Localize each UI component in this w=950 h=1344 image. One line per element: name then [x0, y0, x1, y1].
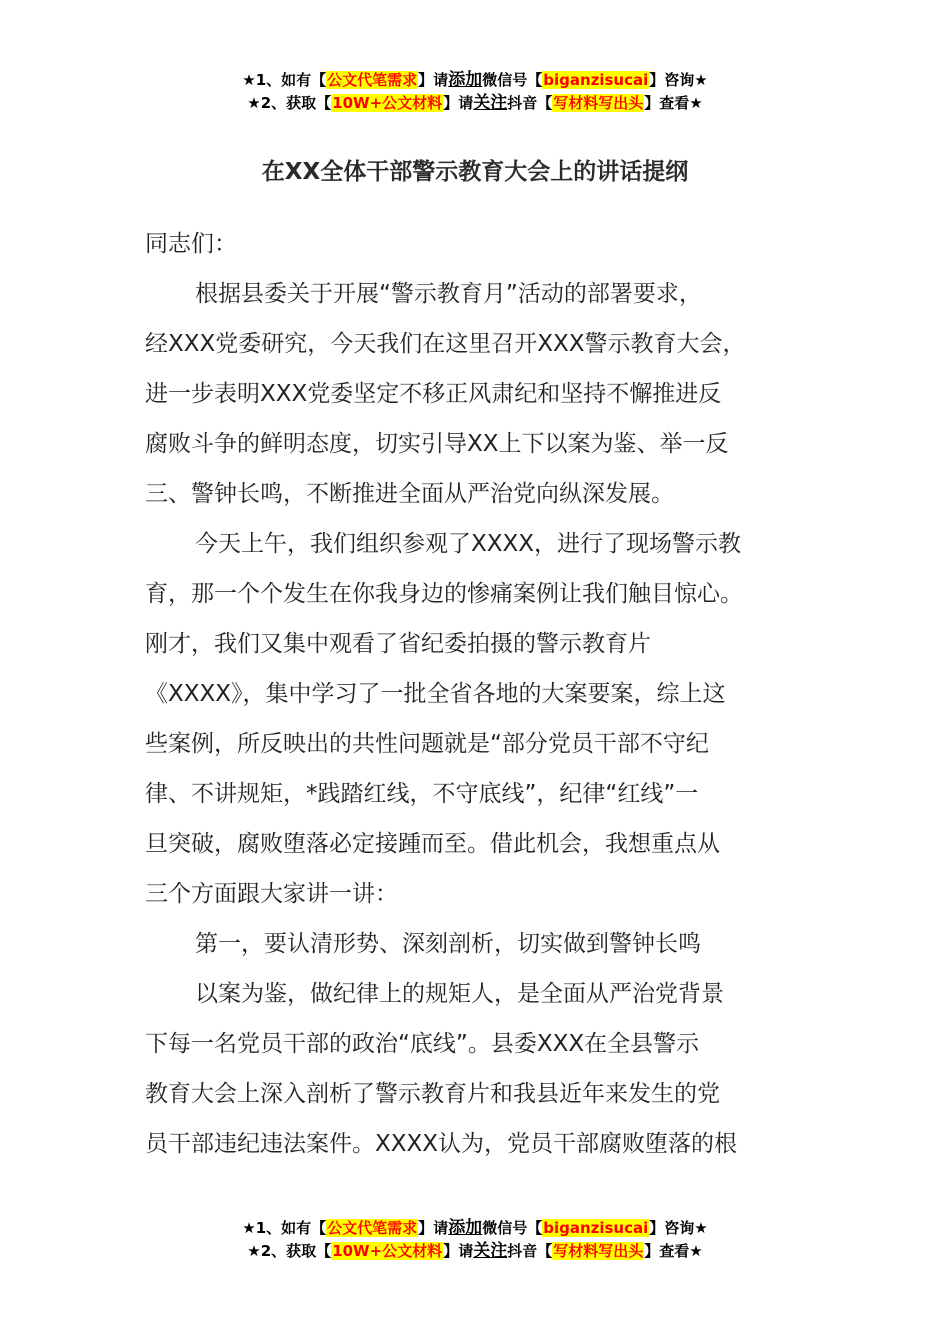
banner-line-1 [0, 69, 950, 92]
banner-text: 】查看★ [644, 1242, 703, 1260]
body-line: 腐败斗争的鲜明态度，切实引导XX上下以案为鉴、举一反 [145, 431, 729, 457]
banner-text: ★2、获取【 [247, 94, 332, 112]
banner-text: 】请 [443, 94, 474, 112]
banner-text: 】请 [418, 1219, 449, 1237]
banner-text: 微信号【 [482, 1219, 543, 1237]
banner-text: 微信号【 [482, 71, 543, 89]
highlight-wechat-id: biganzisucai [543, 1219, 649, 1237]
body-line: 三、警钟长鸣，不断推进全面从严治党向纵深发展。 [145, 481, 674, 507]
highlight-wechat-id: biganzisucai [543, 71, 649, 89]
salutation: 同志们： [145, 231, 237, 257]
highlight-service: 公文代笔需求 [327, 1219, 418, 1237]
emphasis-add: 添加 [448, 1218, 483, 1238]
document-title: 在XX全体干部警示教育大会上的讲话提纲 [261, 159, 689, 185]
banner-text: 】查看★ [644, 94, 703, 112]
banner-line-2 [0, 92, 950, 115]
body-line: 今天上午，我们组织参观了XXXX，进行了现场警示教 [195, 531, 742, 557]
banner-text: 】请 [443, 1242, 474, 1260]
banner-text: 抖音【 [507, 1242, 553, 1260]
banner-text: 抖音【 [507, 94, 553, 112]
banner-text: ★1、如有【 [242, 1219, 327, 1237]
banner-text: ★2、获取【 [247, 1242, 332, 1260]
body-line: 以案为鉴，做纪律上的规矩人，是全面从严治党背景 [195, 981, 724, 1007]
highlight-service: 公文代笔需求 [327, 71, 418, 89]
body-line: 刚才，我们又集中观看了省纪委拍摄的警示教育片 [145, 631, 651, 657]
highlight-account: 写材料写出头 [553, 94, 644, 112]
emphasis-follow: 关注 [473, 93, 508, 113]
banner-text: 】咨询★ [649, 71, 708, 89]
emphasis-add: 添加 [448, 70, 483, 90]
banner-line-1 [0, 1217, 950, 1240]
body-line: 进一步表明XXX党委坚定不移正风肃纪和坚持不懈推进反 [145, 381, 722, 407]
body-line: 教育大会上深入剖析了警示教育片和我县近年来发生的党 [145, 1081, 720, 1107]
body-line: 经XXX党委研究，今天我们在这里召开XXX警示教育大会， [145, 331, 746, 357]
body-line: 三个方面跟大家讲一讲： [145, 881, 398, 907]
banner-text: 】咨询★ [649, 1219, 708, 1237]
highlight-account: 写材料写出头 [553, 1242, 644, 1260]
header-banner [0, 69, 950, 115]
section-heading: 第一，要认清形势、深刻剖析，切实做到警钟长鸣 [195, 931, 701, 957]
body-line: 旦突破，腐败堕落必定接踵而至。借此机会，我想重点从 [145, 831, 720, 857]
banner-text: 】请 [418, 71, 449, 89]
highlight-materials: 10W+公文材料 [332, 1242, 443, 1260]
body-line: 育，那一个个发生在你我身边的惨痛案例让我们触目惊心。 [145, 581, 743, 607]
highlight-materials: 10W+公文材料 [332, 94, 443, 112]
footer-banner [0, 1217, 950, 1263]
body-line: 根据县委关于开展“警示教育月”活动的部署要求， [195, 281, 702, 307]
body-line: 《XXXX》，集中学习了一批全省各地的大案要案，综上这 [145, 681, 726, 707]
banner-text: ★1、如有【 [242, 71, 327, 89]
body-line: 员干部违纪违法案件。XXXX认为，党员干部腐败堕落的根 [145, 1131, 738, 1157]
body-line: 些案例，所反映出的共性问题就是“部分党员干部不守纪 [145, 731, 709, 757]
body-line: 下每一名党员干部的政治“底线”。县委XXX在全县警示 [145, 1031, 700, 1057]
emphasis-follow: 关注 [473, 1241, 508, 1261]
document-body [145, 219, 835, 1169]
body-line: 律、不讲规矩，*践踏红线，不守底线”，纪律“红线”一 [145, 781, 699, 807]
banner-line-2 [0, 1240, 950, 1263]
